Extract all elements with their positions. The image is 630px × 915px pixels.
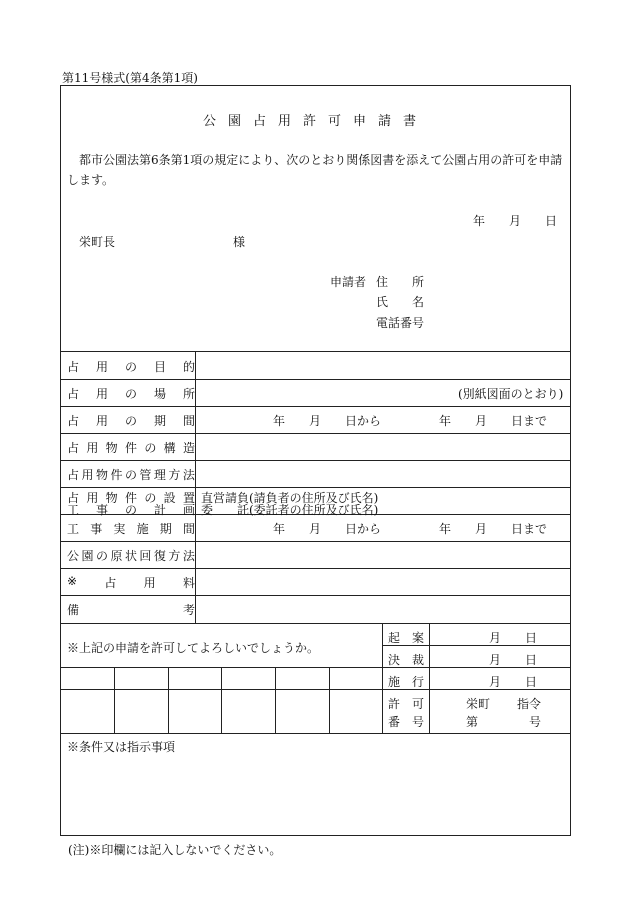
date-month: 月 (509, 214, 522, 228)
form-title: 公園占用許可申請書 (202, 114, 428, 129)
footnote: (注)※印欄には記入しないでください。 (68, 843, 282, 857)
row-period-label (67, 412, 195, 429)
label-char: 物 (105, 491, 118, 505)
label-char: 原 (110, 549, 123, 563)
enforce-date: 月 日 (489, 675, 538, 689)
dai-text: 第 (466, 715, 479, 729)
approval-question: ※上記の申請を許可してよろしいでしょうか。 (67, 641, 320, 655)
label-char: 復 (153, 549, 166, 563)
label-char: 占 (104, 576, 117, 590)
label-char: の (124, 387, 137, 401)
label-char: 件 (110, 468, 123, 482)
label-char: 占 (67, 360, 80, 374)
label-char: の (124, 360, 137, 374)
label-char: 管 (139, 468, 152, 482)
label-char: 所 (182, 387, 195, 401)
label-char: ※ (67, 574, 78, 588)
label-char: 件 (124, 441, 137, 455)
label-char: 事 (90, 522, 103, 536)
date-day: 日 (545, 214, 558, 228)
row-rule (61, 487, 570, 488)
row-rule (61, 406, 570, 407)
label-char: 物 (95, 468, 108, 482)
label-char: 回 (139, 549, 152, 563)
stamp-box-divider (114, 667, 115, 733)
label-char: の (124, 503, 137, 517)
label-char: 目 (153, 360, 166, 374)
label-char: の (124, 468, 137, 482)
label-char: 期 (159, 522, 172, 536)
label-char: 用 (86, 491, 99, 505)
label-char: 占 (67, 441, 80, 455)
draft-date: 月 日 (489, 631, 538, 645)
period-to: 年 月 日まで (439, 414, 548, 428)
label-char: 用 (95, 360, 108, 374)
row-rule (61, 541, 570, 542)
approval-divider (382, 623, 383, 733)
label-char: 理 (153, 468, 166, 482)
direct-contract-text: 直営請負(請負者の住所及び氏名) (201, 491, 379, 505)
label-char: 考 (182, 603, 195, 617)
label-char: 用 (95, 387, 108, 401)
label-char: 用 (81, 468, 94, 482)
form-number-label: 第11号様式(第4条第1項) (62, 71, 198, 85)
label-char: 間 (182, 522, 195, 536)
row-remarks-label (67, 601, 195, 618)
label-char: 実 (113, 522, 126, 536)
label-column-divider (195, 351, 196, 623)
construction-from: 年 月 日から (273, 522, 382, 536)
row-construction-period-label (67, 520, 195, 537)
row-rule (61, 595, 570, 596)
label-char: 物 (105, 441, 118, 455)
label-char: 占 (67, 387, 80, 401)
label-char: 公 (67, 549, 80, 563)
approval-inner-divider (429, 623, 430, 733)
label-char: 的 (182, 360, 195, 374)
label-char: の (144, 491, 157, 505)
label-char: 備 (67, 603, 80, 617)
label-char: 画 (182, 503, 195, 517)
label-char: 場 (153, 387, 166, 401)
label-char: 占 (67, 414, 80, 428)
period-from: 年 月 日から (273, 414, 382, 428)
commission-text: 委 託(委託者の住所及び氏名) (201, 503, 379, 517)
label-char: の (144, 441, 157, 455)
row-management-label (67, 466, 195, 483)
label-char: 設 (163, 491, 176, 505)
permit-number-label-1: 許 可 (388, 697, 425, 711)
directive-text: 指令 (517, 697, 542, 711)
label-char: 法 (182, 549, 195, 563)
decision-label: 決 裁 (388, 653, 425, 667)
stamp-box-divider (168, 667, 169, 733)
approval-rule (61, 733, 570, 734)
label-char: 方 (168, 549, 181, 563)
applicant-label: 申請者 (330, 275, 367, 289)
label-char: 構 (163, 441, 176, 455)
label-char: 占 (67, 491, 80, 505)
row-rule (61, 379, 570, 380)
label-char: 占 (67, 468, 80, 482)
label-char: 工 (67, 503, 80, 517)
intro-text: 都市公園法第6条第1項の規定により、次のとおり関係図書を添えて公園占用の許可を申請します。 (67, 153, 563, 187)
label-char: 置 (182, 491, 195, 505)
row-rule (61, 623, 570, 624)
addressee-honorific: 様 (233, 235, 246, 249)
stamp-box-divider (221, 667, 222, 733)
stamp-box-divider (275, 667, 276, 733)
label-char: 工 (67, 522, 80, 536)
applicant-address-label: 住 所 (376, 275, 425, 289)
row-rule (61, 433, 570, 434)
label-char: の (95, 549, 108, 563)
label-char: 施 (136, 522, 149, 536)
label-char: 料 (182, 576, 195, 590)
sakaemachi-text: 栄町 (466, 697, 491, 711)
location-note: (別紙図面のとおり) (458, 387, 564, 401)
label-char: の (124, 414, 137, 428)
row-rule (61, 568, 570, 569)
row-fee-label (67, 574, 195, 591)
label-char: 用 (143, 576, 156, 590)
label-char: 計 (153, 503, 166, 517)
enforce-label: 施 行 (388, 675, 425, 689)
decision-date: 月 日 (489, 653, 538, 667)
application-form-frame (60, 85, 571, 836)
label-char: 間 (182, 414, 195, 428)
row-structure-label (67, 439, 195, 456)
row-construction-plan-label (67, 501, 195, 518)
row-purpose-label (67, 358, 195, 375)
draft-label: 起 案 (388, 631, 425, 645)
label-char: 件 (124, 491, 137, 505)
addressee-name: 栄町長 (79, 235, 116, 249)
label-char: 園 (81, 549, 94, 563)
label-char: 事 (95, 503, 108, 517)
construction-to: 年 月 日まで (439, 522, 548, 536)
label-char: 状 (124, 549, 137, 563)
stamp-box-divider (329, 667, 330, 733)
conditions-label: ※条件又は指示事項 (67, 740, 176, 754)
row-rule (61, 460, 570, 461)
label-char: 方 (168, 468, 181, 482)
row-location-label (67, 385, 195, 402)
row-restore-label (67, 547, 195, 564)
label-char: 法 (182, 468, 195, 482)
label-char: 期 (153, 414, 166, 428)
table-top-rule (61, 351, 570, 352)
label-char: 用 (86, 441, 99, 455)
applicant-phone-label: 電話番号 (376, 316, 425, 330)
label-char: 用 (95, 414, 108, 428)
permit-number-label-2: 番 号 (388, 715, 425, 729)
date-year: 年 (473, 214, 486, 228)
go-text: 号 (529, 715, 542, 729)
label-char: 造 (182, 441, 195, 455)
applicant-name-label: 氏 名 (376, 295, 425, 309)
